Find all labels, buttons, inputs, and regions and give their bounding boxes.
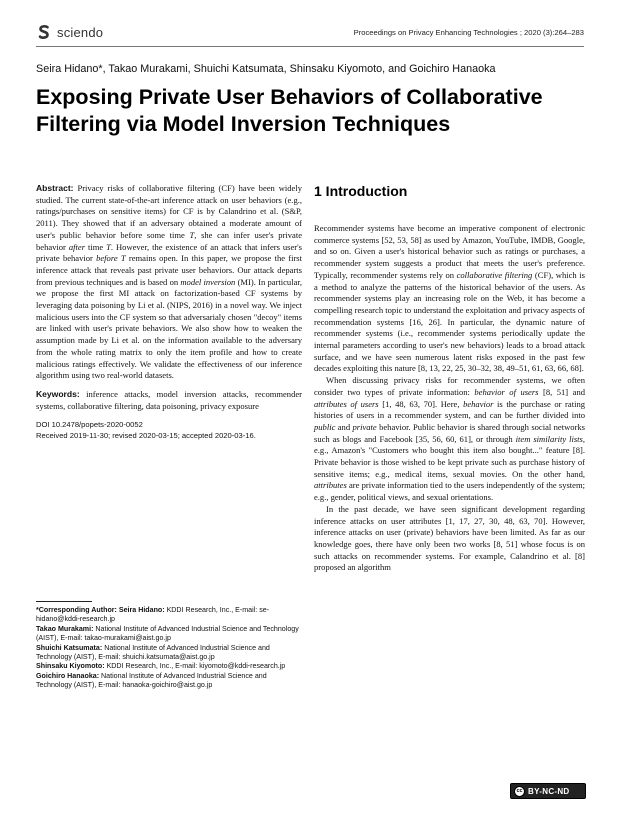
affiliation-item: Goichiro Hanaoka: National Institute of Advanced Industrial Science and Technology (AIST), E-mail: hanaoka-goichiro@aist.go.jp [36, 671, 267, 690]
right-column [314, 183, 585, 574]
section-heading-introduction: 1 Introduction [314, 183, 408, 199]
license-badge[interactable] [510, 783, 586, 799]
author-list: Seira Hidano*, Takao Murakami, Shuichi Katsumata, Shinsaku Kiyomoto, and Goichiro Hanaoka [36, 63, 496, 75]
affiliation-item: Shuichi Katsumata: National Institute of Advanced Industrial Science and Technology (AIST), E-mail: shuichi.katsumata@aist.go.jp [36, 643, 270, 662]
intro-paragraph-1: Recommender systems have become an imperative component of electronic commerce systems [52, 53, 58] as used by Amazon, YouTube, IMDB, Google, and so on. Given a user's historical behavior such as ratings or purchases, a recommender system suggests a product that meets the user's preference. Typically, recommender systems rely on collaborative filtering (CF), which is a method to analyze the patterns of the historical behavior of the users. As recommender systems play an increasing role on the Web, it has become a compelling research topic to understand the exploitation and privacy aspects of recommendation systems [16, 26]. In particular, the dynamic nature of recommender systems (i.e., recommender systems periodically update the internal parameters according to user's new behaviors) leads to a broad attack surface, and we have seen numerous latent risks exposed in the past few decades exploiting this nature [8, 13, 22, 25, 30–32, 38, 49–51, 61, 63, 66, 68]. [314, 223, 585, 374]
affiliation-item: *Corresponding Author: Seira Hidano: KDDI Research, Inc., E-mail: se-hidano@kddi-research.jp [36, 606, 270, 624]
abstract: Abstract: Privacy risks of collaborative filtering (CF) have been widely studied. The current state-of-the-art inference attack on user behaviors (e.g., ratings/purchases on sensitive items) for CF is by Calandrino et al. (S&P, 2011). They showed that if an adversary obtained a moderate amount of user's public behavior before some time T, she can infer user's private behavior after time T. However, the existence of an attack that infers user's private behavior before T remains open. In this paper, we propose the first inference attack that reveals past private user behaviors. Our attack departs from previous techniques and is based on model inversion (MI). In particular, we propose the first MI attack on factorization-based CF systems by leveraging data poisoning by Li et al. (NIPS, 2016) in a novel way. We inject malicious users into the CF system so that adversarialy chosen "decoy" items are linked with user's private behaviors. We also show how to weaken the assumption made by Li et al. on the information available to the adversary from the whole rating matrix to only the item profile and how to create malicious ratings effectively. We validate the effectiveness of our inference algorithm using two real-world datasets. [36, 183, 303, 381]
received-dates: Received 2019-11-30; revised 2020-03-15; accepted 2020-03-16. [36, 431, 256, 441]
doi: DOI 10.2478/popets-2020-0052 [36, 420, 143, 430]
publication-meta [36, 419, 302, 441]
intro-paragraph-2: When discussing privacy risks for recommender systems, we often consider two types of private information: behavior of users [8, 51] and attributes of users [1, 48, 63, 70]. Here, behavior is the purchase or rating histories of users in a recommender system, and can be further divided into public and private behavior. Public behavior is shared through social networks such as blogs and Facebook [35, 56, 60, 61], or through item similarity lists, e.g., Amazon's "Customers who bought this item also bought..." feature [8]. Private behavior is those wished to be kept private such as purchase history of sensitive items; e.g., medical items, sexual movies. On the other hand, attributes are private information tied to the users independently of the system; e.g., gender, political views, and sexual orientations. [314, 375, 586, 503]
header-divider [36, 46, 584, 47]
sciendo-logo-icon [36, 24, 52, 40]
logo-text: sciendo [57, 24, 104, 40]
affiliation-item: Takao Murakami: National Institute of Advanced Industrial Science and Technology (AIST), E-mail: takao-murakami@aist.go.jp [36, 624, 299, 643]
affiliation-item: Shinsaku Kiyomoto: KDDI Research, Inc., E-mail: kiyomoto@kddi-research.jp [36, 662, 286, 671]
publisher-logo [36, 24, 103, 40]
creative-commons-icon: cc [514, 786, 525, 797]
author-affiliations [36, 601, 302, 691]
abstract-label: Abstract: [36, 183, 74, 193]
intro-paragraph-3: In the past decade, we have seen significant development regarding inference attacks on user attributes [1, 17, 27, 30, 48, 63, 70]. However, inference attacks on user (private) behaviors have been limited. As far as our knowledge goes, there have only been two works [8, 51] whose focus is on such attacks on recommender systems. For example, Calandrino et al. [8] proposed an algorithm [314, 503, 585, 573]
footnote-divider [36, 601, 92, 602]
keywords: Keywords: inference attacks, model inversion attacks, recommender systems, collaborative filtering, data poisoning, privacy exposure [36, 388, 302, 411]
keywords-label: Keywords: [36, 388, 80, 399]
journal-citation: Proceedings on Privacy Enhancing Technologies ; 2020 (3):264–283 [353, 28, 584, 37]
license-text: BY-NC-ND [528, 786, 570, 796]
paper-title: Exposing Private User Behaviors of Collaborative Filtering via Model Inversion Techniques [36, 85, 543, 136]
left-column [36, 183, 302, 441]
